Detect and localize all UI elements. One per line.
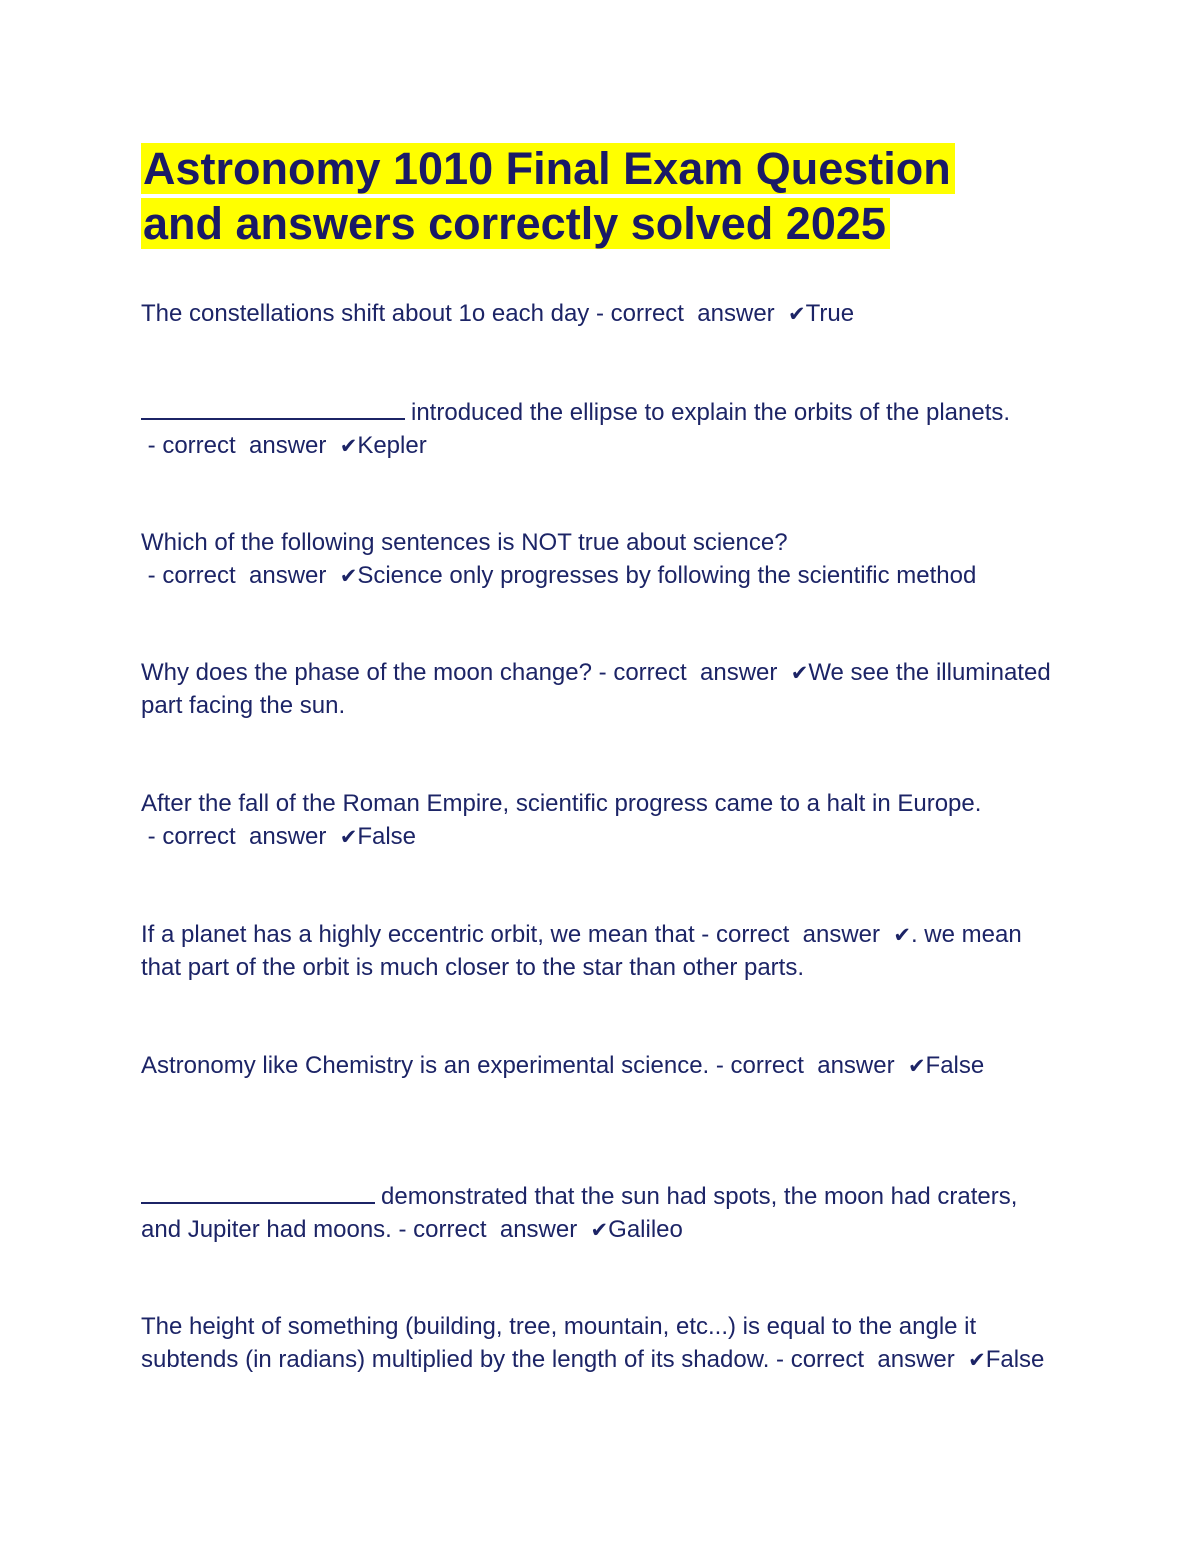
check-icon: ✔ bbox=[339, 563, 358, 588]
qa-item bbox=[141, 527, 1051, 592]
check-icon: ✔ bbox=[790, 661, 809, 685]
check-icon: ✔ bbox=[339, 824, 358, 849]
question-text: demonstrated that the sun had spots, the moon had craters, and Jupiter had moons. bbox=[141, 1183, 1018, 1243]
answer-text: Kepler bbox=[357, 431, 427, 459]
answer-text: True bbox=[805, 300, 855, 327]
qa-item bbox=[141, 1311, 1051, 1376]
question-text: The height of something (building, tree, mountain, etc...) is equal to the angle it subtends (in radians) multiplied by the length of its shadow. bbox=[141, 1313, 977, 1373]
qa-item bbox=[141, 1180, 1051, 1246]
qa-item bbox=[141, 298, 1051, 331]
qa-item bbox=[141, 788, 1051, 853]
answer-text: . we mean that part of the orbit is much closer to the star than other parts. bbox=[141, 921, 1022, 981]
check-icon: ✔ bbox=[788, 302, 806, 326]
title-line-1: Astronomy 1010 Final Exam Question bbox=[143, 143, 951, 194]
question-text: The constellations shift about 1o each day bbox=[141, 300, 590, 327]
question-text: Astronomy like Chemistry is an experimental science. bbox=[141, 1052, 710, 1079]
answer-text: We see the illuminated part facing the sun. bbox=[141, 659, 1051, 719]
question-text: After the fall of the Roman Empire, scientific progress came to a halt in Europe. bbox=[141, 790, 982, 817]
answer-label: - correct answer bbox=[694, 921, 894, 948]
check-icon: ✔ bbox=[893, 923, 911, 947]
check-icon: ✔ bbox=[339, 433, 358, 458]
answer-label: - correct answer bbox=[589, 300, 789, 327]
qa-item bbox=[141, 919, 1051, 984]
answer-label: - correct answer bbox=[769, 1345, 969, 1373]
qa-item bbox=[141, 1050, 1051, 1083]
answer-text: False bbox=[985, 1345, 1045, 1373]
question-text: Which of the following sentences is NOT true about science? bbox=[141, 529, 788, 556]
answer-blank-line bbox=[141, 1180, 375, 1204]
question-text: introduced the ellipse to explain the orbits of the planets. bbox=[411, 399, 1011, 426]
document-title bbox=[141, 141, 1041, 251]
answer-text: False bbox=[925, 1052, 985, 1079]
check-icon: ✔ bbox=[590, 1217, 609, 1242]
answer-label: - correct answer bbox=[141, 822, 340, 850]
question-text: If a planet has a highly eccentric orbit, we mean that bbox=[141, 921, 695, 948]
qa-item bbox=[141, 657, 1051, 722]
qa-item bbox=[141, 396, 1051, 462]
answer-label: - correct answer bbox=[391, 1215, 591, 1243]
answer-label: - correct answer bbox=[709, 1052, 908, 1079]
answer-label: - correct answer bbox=[141, 431, 340, 459]
title-line-2: and answers correctly solved 2025 bbox=[143, 198, 886, 249]
answer-text: Science only progresses by following the scientific method bbox=[357, 561, 977, 589]
answer-text: Galileo bbox=[608, 1215, 683, 1243]
answer-label: - correct answer bbox=[591, 659, 791, 686]
check-icon: ✔ bbox=[968, 1347, 986, 1372]
question-text: Why does the phase of the moon change? bbox=[141, 659, 592, 686]
answer-blank-line bbox=[141, 396, 405, 420]
answer-text: False bbox=[357, 822, 417, 850]
check-icon: ✔ bbox=[907, 1054, 926, 1078]
answer-label: - correct answer bbox=[141, 561, 340, 589]
title-highlight bbox=[141, 143, 955, 249]
